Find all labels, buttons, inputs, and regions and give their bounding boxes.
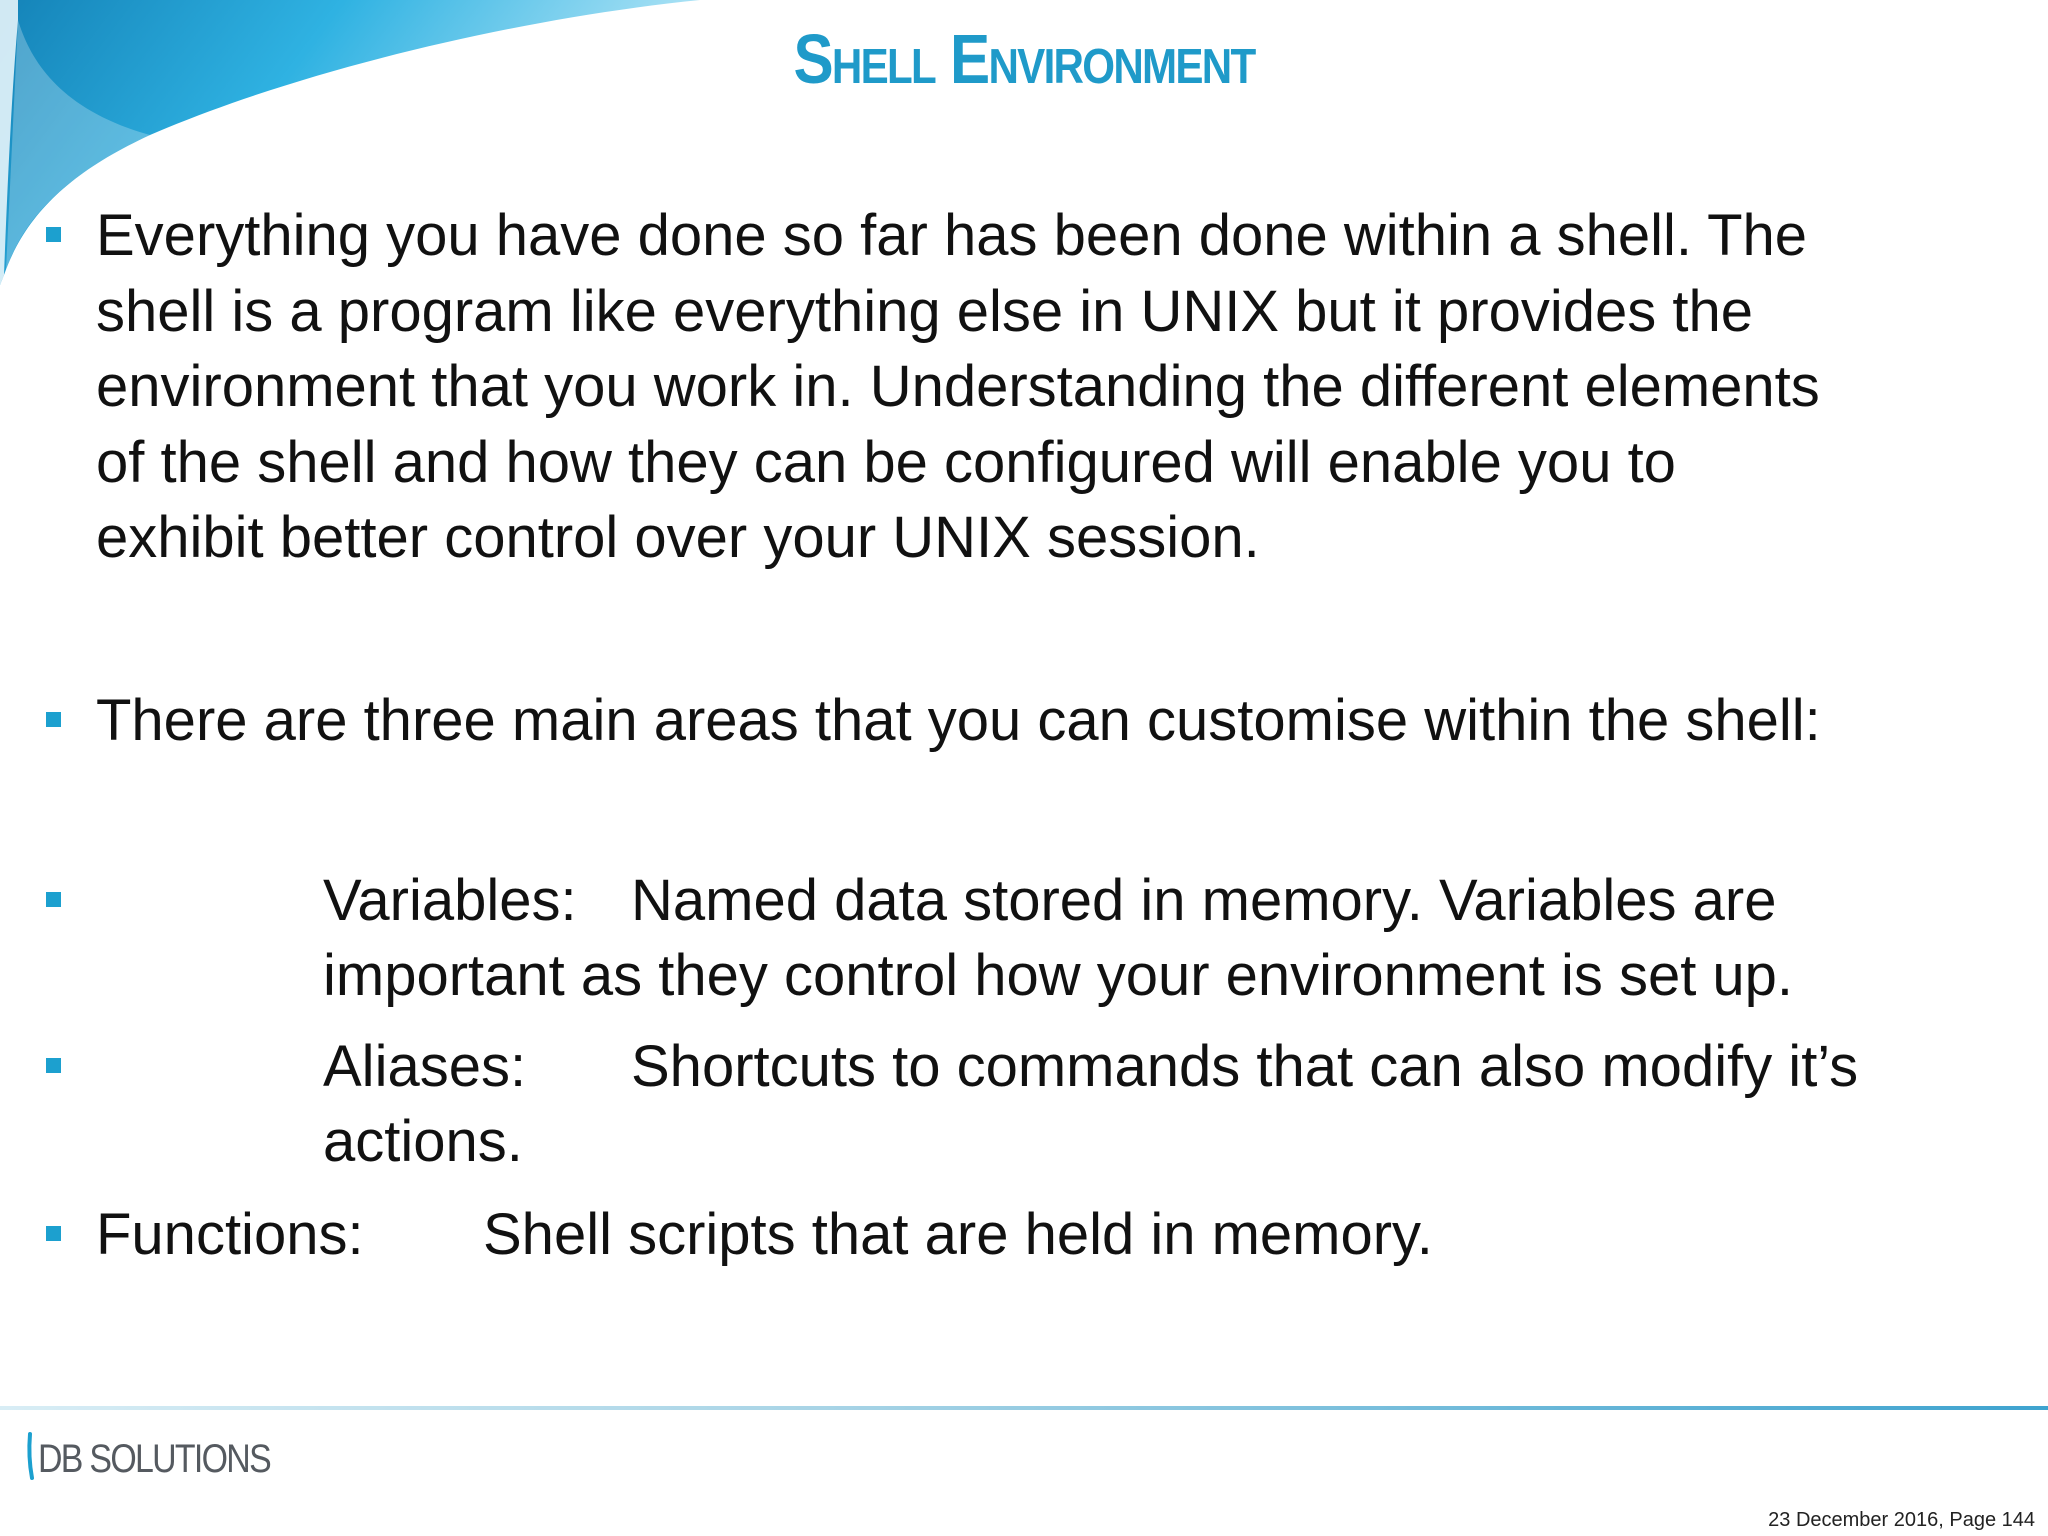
intro-line-2: shell is a program like everything else in UNIX but it provides the	[96, 278, 1753, 344]
intro-line-5: exhibit better control over your UNIX session.	[96, 505, 1260, 570]
bullet-marker-aliases	[46, 1058, 61, 1073]
logo-text: DB SOLUTIONS	[38, 1437, 271, 1481]
areas-intro-text	[96, 683, 1821, 759]
bullet-marker-functions	[46, 1226, 61, 1241]
intro-line-3: environment that you work in. Understanding the different elements	[96, 354, 1820, 419]
bullet-marker-variables	[46, 892, 61, 907]
functions-description: Shell scripts that are held in memory.	[483, 1202, 1433, 1267]
areas-intro-line: There are three main areas that you can customise within the shell:	[96, 688, 1821, 753]
bullet-marker-intro	[46, 227, 61, 242]
aliases-description-line-1: Shortcuts to commands that can also modify it’s	[631, 1034, 1859, 1099]
variables-label: Variables:	[323, 868, 577, 933]
slide-title-text: Shell Environment	[793, 20, 1255, 98]
functions-label: Functions:	[96, 1202, 364, 1267]
footer-date-page: 23 December 2016, Page 144	[1768, 1509, 2035, 1531]
intro-line-1: Everything you have done so far has been done within a shell. The	[96, 203, 1808, 268]
aliases-description-line-2: actions.	[323, 1109, 523, 1174]
intro-paragraph	[96, 198, 1820, 576]
aliases-label: Aliases:	[323, 1034, 527, 1099]
bullet-marker-areas	[46, 712, 61, 727]
variables-description-line-1: Named data stored in memory. Variables are	[631, 868, 1777, 933]
footer-divider	[0, 1406, 2048, 1410]
intro-line-4: of the shell and how they can be configured will enable you to	[96, 429, 1676, 495]
variables-description-line-2: important as they control how your environment is set up.	[323, 943, 1794, 1008]
db-solutions-logo	[26, 1428, 276, 1484]
slide-title	[143, 14, 1904, 104]
